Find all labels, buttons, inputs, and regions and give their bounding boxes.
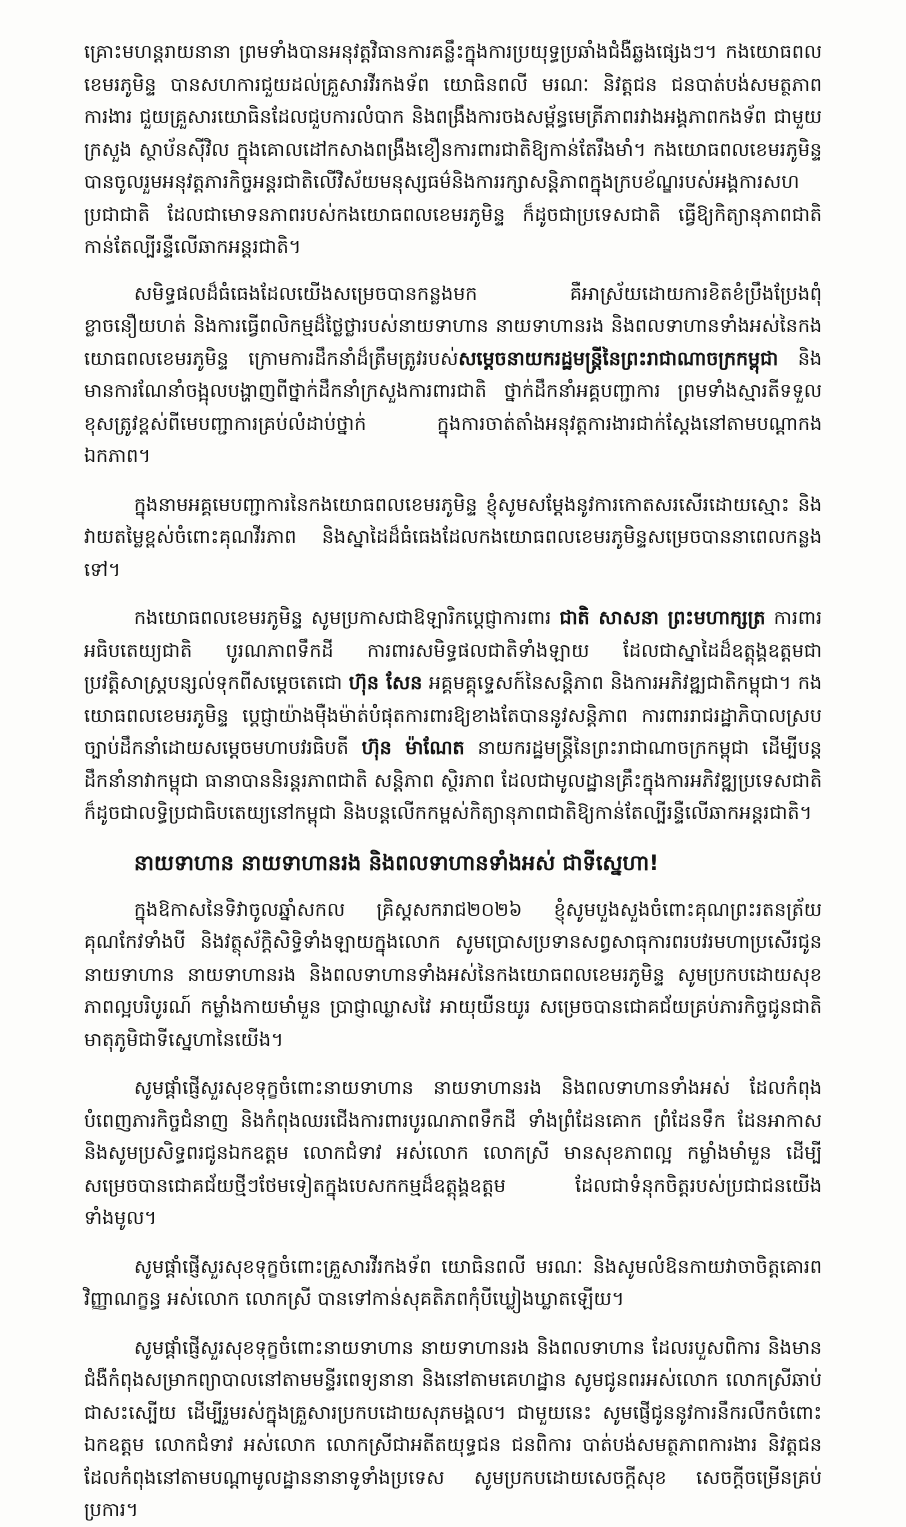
paragraph-1: គ្រោះមហន្តរាយនានា ព្រមទាំងបានអនុវត្តវិធានការគន្លឹះក្នុងការប្រយុទ្ធប្រឆាំងជំងឺឆ្លងផ្សេងៗ។ កងយោធពលខេមរភូមិន្ទ បានសហការជួយដល់គ្រួសារវីរកងទ័ព យោធិនពលី មរណៈ និវត្តជន ជនបាត់បង់សមត្ថភាពការងារ ជួយគ្រួសារយោធិនដែលជួបការលំបាក និងពង្រឹងការចងសម្ព័ន្ធមេត្រីភាពរវាងអង្គភាពកងទ័ព ជាមួយក្រសួង ស្ថាប័នស៊ីវិល ក្នុងគោលដៅកសាងពង្រឹងខឿនការពារជាតិឱ្យកាន់តែរឹងមាំ។ កងយោធពលខេមរភូមិន្ទ បានចូលរួមអនុវត្តភារកិច្ចអន្តរជាតិលើវិស័យមនុស្សធម៌និងការរក្សាសន្តិភាពក្នុងក្របខ័ណ្ឌរបស់អង្គការសហប្រជាជាតិ ដែលជាមោទនភាពរបស់កងយោធពលខេមរភូមិន្ទ ក៏ដូចជាប្រទេសជាតិ ធ្វើឱ្យកិត្យានុភាពជាតិកាន់តែល្បីរន្ទឺលើឆាកអន្តរជាតិ។ [84, 41, 822, 258]
paragraph-4-text-a: កងយោធពលខេមរភូមិន្ទ សូមប្រកាសជាឱឡារិកប្តេជ្ញាការពារ [134, 607, 560, 629]
prime-minister-title: សម្តេចនាយករដ្ឋមន្ត្រីនៃព្រះរាជាណាចក្រកម្ពុជា [458, 347, 779, 370]
paragraph-4-text-c: ការពារអធិបតេយ្យជាតិ បូរណភាពទឹកដី ការពារសមិទ្ធផលជាតិទាំងឡាយ ដែលជាស្នាដៃដ៏ឧត្តុង្គឧត្តមជាប្រវត្តិសាស្ត្របន្សល់ទុកពីសម្តេចតេជោ [84, 607, 822, 694]
paragraph-8: សូមផ្តាំផ្ញើសួរសុខទុក្ខចំពោះនាយទាហាន នាយទាហានរង និងពលទាហាន ដែលរបួសពិការ និងមានជំងឺកំពុងសម្រាកព្យាបាលនៅតាមមន្ទីរពេទ្យនានា និងនៅតាមគេហដ្ឋាន សូមជូនពរអស់លោក លោកស្រីឆាប់ជាសះស្បើយ ដើម្បីរួមរស់ក្នុងគ្រួសារប្រកបដោយសុភមង្គល។ ជាមួយនេះ សូមផ្ញើជូននូវការនឹករលឹកចំពោះឯកឧត្តម លោកជំទាវ អស់លោក លោកស្រីជាអតីតយុទ្ធជន ជនពិការ បាត់បង់សមត្ថភាពការងារ និវត្តជន ដែលកំពុងនៅតាមបណ្តាមូលដ្ឋាននានាទូទាំងប្រទេស សូមប្រកបដោយសេចក្តីសុខ សេចក្តីចម្រើនគ្រប់ប្រការ។ [84, 1336, 822, 1521]
paragraph-2 [84, 278, 822, 473]
paragraph-4-text-g: នាយករដ្ឋមន្ត្រីនៃព្រះរាជាណាចក្រកម្ពុជា ដើម្បីបន្តដឹកនាំនាវាកម្ពុជា ធានាបាននិរន្តរភាពជាតិ សន្តិភាព ស្ថិរភាព ដែលជាមូលដ្ឋានគ្រឹះក្នុងការអភិវឌ្ឍប្រទេសជាតិ ក៏ដូចជាលទ្ធិប្រជាធិបតេយ្យនៅកម្ពុជា និងបន្តលើកកម្ពស់កិត្យានុភាពជាតិឱ្យកាន់តែល្បីរន្ទឺលើឆាកអន្តរជាតិ។ [84, 737, 822, 824]
name-hun-manet: ហ៊ុន ម៉ាណែត [361, 737, 465, 759]
paragraph-4-text-e: អគ្គមគ្គុទ្ទេសក៍នៃសន្តិភាព និងការអភិវឌ្ឍជាតិកម្ពុជា។ កងយោធពលខេមរភូមិន្ទ ប្តេជ្ញាយ៉ាងម៉ឺងម៉ាត់បំផុតការពារឱ្យខាងតែបាននូវសន្តិភាព ការពាររាជរដ្ឋាភិបាលស្របច្បាប់ដឹកនាំដោយសម្តេចមហាបវរធិបតី [84, 672, 822, 759]
paragraph-2-text-c: និងមានការណែនាំចង្អុលបង្ហាញពីថ្នាក់ដឹកនាំក្រសួងការពារជាតិ ថ្នាក់ដឹកនាំអគ្គបញ្ជាការ ព្រមទាំងស្មារតីទទួលខុសត្រូវខ្ពស់ពីមេបញ្ជាការគ្រប់លំដាប់ថ្នាក់ ក្នុងការចាត់តាំងអនុវត្តការងារជាក់ស្តែងនៅតាមបណ្តាកងឯកភាព។ [84, 347, 822, 467]
nation-religion-king: ជាតិ សាសនា ព្រះមហាក្សត្រ [559, 607, 766, 629]
paragraph-7: សូមផ្តាំផ្ញើសួរសុខទុក្ខចំពោះគ្រួសារវីរកងទ័ព យោធិនពលី មរណៈ និងសូមលំឱនកាយវាចាចិត្តគោរពវិញ្ញាណក្ខន្ធ អស់លោក លោកស្រី បានទៅកាន់សុគតិភពកុំបីឃ្លៀងឃ្លាតឡើយ។ [84, 1255, 822, 1310]
paragraph-2-text-a: សមិទ្ធផលដ៏ធំធេងដែលយើងសម្រេចបានកន្លងមក គឺអាស្រ័យដោយការខិតខំប្រឹងប្រែងពុំខ្លាចនឿយហត់ និងការធ្វើពលិកម្មដ៏ថ្លៃថ្លារបស់នាយទាហាន នាយទាហានរង និងពលទាហានទាំងអស់នៃកងយោធពលខេមរភូមិន្ទ ក្រោមការដឹកនាំដ៏ត្រឹមត្រូវរបស់ [84, 282, 822, 370]
name-hun-sen: ហ៊ុន សែន [348, 672, 423, 694]
paragraph-6: សូមផ្តាំផ្ញើសួរសុខទុក្ខចំពោះនាយទាហាន នាយទាហានរង និងពលទាហានទាំងអស់ ដែលកំពុងបំពេញភារកិច្ចជំនាញ និងកំពុងឈរជើងការពារបូរណភាពទឹកដី ទាំងព្រំដែនគោក ព្រំដែនទឹក ដែនអាកាស និងសូមប្រសិទ្ធពរជូនឯកឧត្តម លោកជំទាវ អស់លោក លោកស្រី មានសុខភាពល្អ កម្លាំងមាំមួន ដើម្បីសម្រេចបានជោគជ័យថ្មីៗថែមទៀតក្នុងបេសកកម្មដ៏ឧត្តុង្គឧត្តម ដែលជាទំនុកចិត្តរបស់ប្រជាជនយើងទាំងមូល។ [84, 1077, 822, 1229]
paragraph-4 [84, 602, 822, 830]
paragraph-3: ក្នុងនាមអគ្គមេបញ្ជាការនៃកងយោធពលខេមរភូមិន្ទ ខ្ញុំសូមសម្តែងនូវការកោតសរសើរដោយស្មោះ និងវាយតម្លៃខ្ពស់ចំពោះគុណវីរភាព និងស្នាដៃដ៏ធំធេងដែលកងយោធពលខេមរភូមិន្ទសម្រេចបាននាពេលកន្លងទៅ។ [84, 493, 822, 581]
salutation-heading: នាយទាហាន នាយទាហានរង និងពលទាហានទាំងអស់ ជាទីស្នេហា! [134, 850, 659, 875]
paragraph-5: ក្នុងឱកាសនៃទិវាចូលឆ្នាំសកល គ្រិស្តសករាជ២០២៦ ខ្ញុំសូមបួងសួងចំពោះគុណព្រះរតនត្រ័យគុណកែវទាំងបី និងវត្ថុស័ក្តិសិទ្ធិទាំងឡាយក្នុងលោក សូមប្រោសប្រទានសព្វសាធុការពរបវរមហាប្រសើរជូននាយទាហាន នាយទាហានរង និងពលទាហានទាំងអស់នៃកងយោធពលខេមរភូមិន្ទ សូមប្រកបដោយសុខភាពល្អបរិបូរណ៍ កម្លាំងកាយមាំមួន ប្រាជ្ញាឈ្លាសវៃ អាយុយឺនយូរ សម្រេចបានជោគជ័យគ្រប់ភារកិច្ចជូនជាតិមាតុភូមិជាទីស្នេហានៃយើង។ [84, 898, 822, 1051]
